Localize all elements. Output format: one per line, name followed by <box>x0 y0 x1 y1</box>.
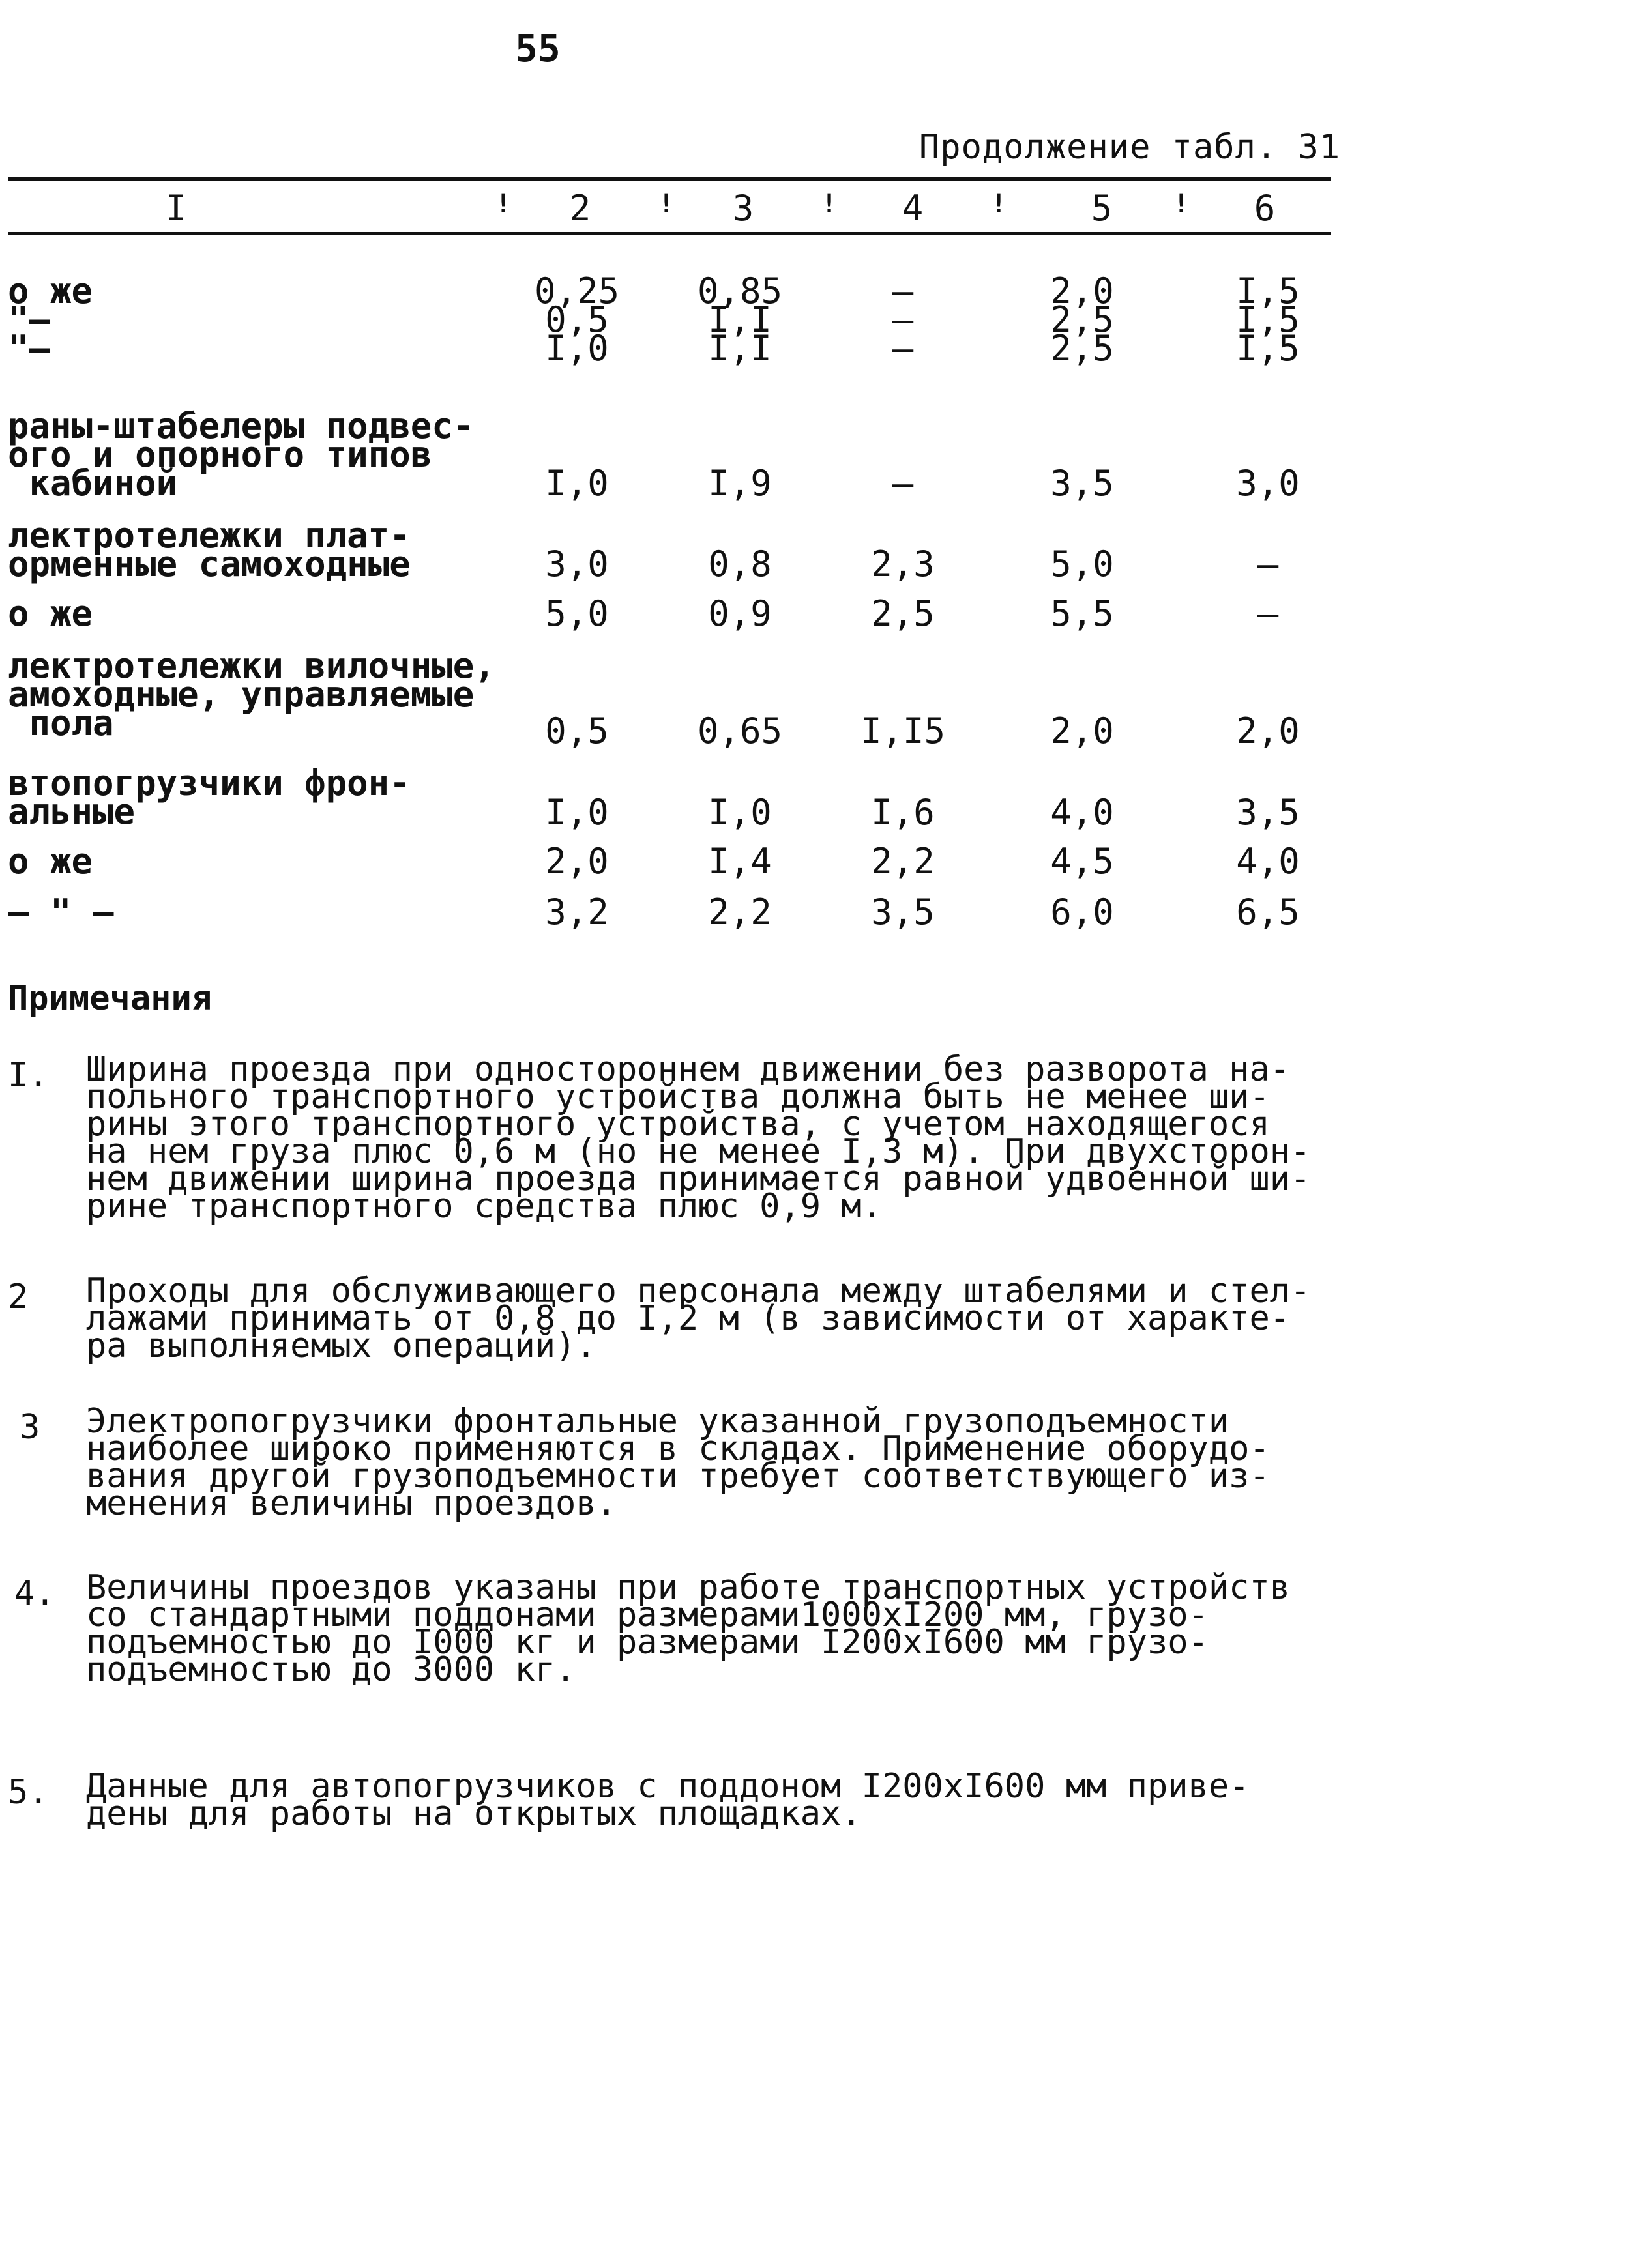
cell: – <box>1257 544 1279 585</box>
cell: I,0 <box>708 792 772 833</box>
notes-title: Примечания <box>8 979 213 1018</box>
cell: 2,2 <box>871 841 935 882</box>
note-number: 4. <box>14 1574 55 1613</box>
header-separator: ! <box>821 189 838 219</box>
header-col-5: 5 <box>1091 188 1113 229</box>
table-top-rule <box>8 177 1331 181</box>
cell: 2,5 <box>871 593 935 634</box>
cell: 6,0 <box>1050 892 1114 933</box>
cell: 3,5 <box>871 892 935 933</box>
row-name: раны-штабелеры подвес- ого и опорного типов кабиной <box>8 405 475 504</box>
header-separator: ! <box>991 189 1007 219</box>
header-separator: ! <box>1173 189 1190 219</box>
cell: 0,5 <box>545 710 609 751</box>
cell: 0,65 <box>697 710 783 751</box>
header-col-4: 4 <box>902 188 924 229</box>
table-caption: Продолжение табл. 31 <box>919 128 1341 167</box>
cell: 5,0 <box>545 593 609 634</box>
cell: 6,5 <box>1236 892 1300 933</box>
cell: 0,8 <box>708 544 772 585</box>
cell: I,5 I,5 I,5 <box>1236 270 1300 369</box>
note-number: I. <box>8 1056 49 1095</box>
cell: 3,5 <box>1050 463 1114 504</box>
cell: 4,0 <box>1236 841 1300 882</box>
cell: – <box>892 463 914 504</box>
cell: I,4 <box>708 841 772 882</box>
row-name: лектротележки вилочные, амоходные, управляемые пола <box>8 645 495 744</box>
cell: I,I5 <box>860 710 946 751</box>
cell: 0,9 <box>708 593 772 634</box>
cell: 5,5 <box>1050 593 1114 634</box>
header-col-1: I <box>165 188 187 229</box>
header-col-3: 3 <box>732 188 754 229</box>
cell: I,0 <box>545 792 609 833</box>
cell: 4,0 <box>1050 792 1114 833</box>
page-number: 55 <box>515 26 561 70</box>
cell: 0,25 0,5 I,0 <box>534 270 620 369</box>
note-text: Величины проездов указаны при работе транспортных устройств со стандартными поддонами размерами1000хI200 мм, грузо- подъемностью до I000 кг и размерами I200хI600 мм грузо- подъемностью до 3000 кг. <box>86 1568 1291 1689</box>
row-name: втопогрузчики фрон- альные <box>8 763 411 832</box>
cell: 0,85 I,I I,I <box>697 270 783 369</box>
cell: 3,0 <box>1236 463 1300 504</box>
note-number: 2 <box>8 1277 29 1316</box>
note-text: Проходы для обслуживающего персонала между штабелями и стел- лажами принимать от 0,8 до I,2 м (в зависимости от характе- ра выполняемых операций). <box>86 1272 1311 1365</box>
cell: 3,0 <box>545 544 609 585</box>
row-name: о же <box>8 593 93 634</box>
cell: 2,0 <box>1236 710 1300 751</box>
cell: 4,5 <box>1050 841 1114 882</box>
row-name: о же <box>8 841 93 882</box>
row-name: о же "– "– <box>8 270 93 369</box>
header-col-6: 6 <box>1254 188 1276 229</box>
cell: I,0 <box>545 463 609 504</box>
cell: – – – <box>892 270 914 369</box>
note-text: Данные для автопогрузчиков с поддоном I200хI600 мм приве- дены для работы на открытых площадках. <box>86 1767 1250 1833</box>
note-text: Ширина проезда при одностороннем движении без разворота на- польного транспортного устройства должна быть не менее ши- рины этого транспортного устройства, с учетом находящегося на нем груза плюс 0,6 м (но не менее I,3 м). При двухсторон- нем движении ширина проезда принимается равной удвоенной ши- рине транспортного средства плюс 0,9 м. <box>86 1050 1311 1226</box>
cell: 2,0 2,5 2,5 <box>1050 270 1114 369</box>
header-separator: ! <box>495 189 512 219</box>
cell: – <box>1257 593 1279 634</box>
cell: 3,5 <box>1236 792 1300 833</box>
cell: 2,0 <box>1050 710 1114 751</box>
cell: 2,2 <box>708 892 772 933</box>
cell: 3,2 <box>545 892 609 933</box>
cell: 2,0 <box>545 841 609 882</box>
note-text: Электропогрузчики фронтальные указанной грузоподъемности наиболее широко применяются в складах. Применение оборудо- вания другой грузоподъемности требует соответствующего из- менения величины проездов. <box>86 1402 1270 1523</box>
cell: I,9 <box>708 463 772 504</box>
cell: 5,0 <box>1050 544 1114 585</box>
header-separator: ! <box>658 189 675 219</box>
row-name: лектротележки плат- орменные самоходные <box>8 515 411 585</box>
cell: 2,3 <box>871 544 935 585</box>
cell: I,6 <box>871 792 935 833</box>
note-number: 5. <box>8 1773 49 1812</box>
note-number: 3 <box>20 1408 40 1447</box>
header-col-2: 2 <box>569 188 591 229</box>
row-name: – " – <box>8 892 114 933</box>
table-header-rule <box>8 232 1331 235</box>
